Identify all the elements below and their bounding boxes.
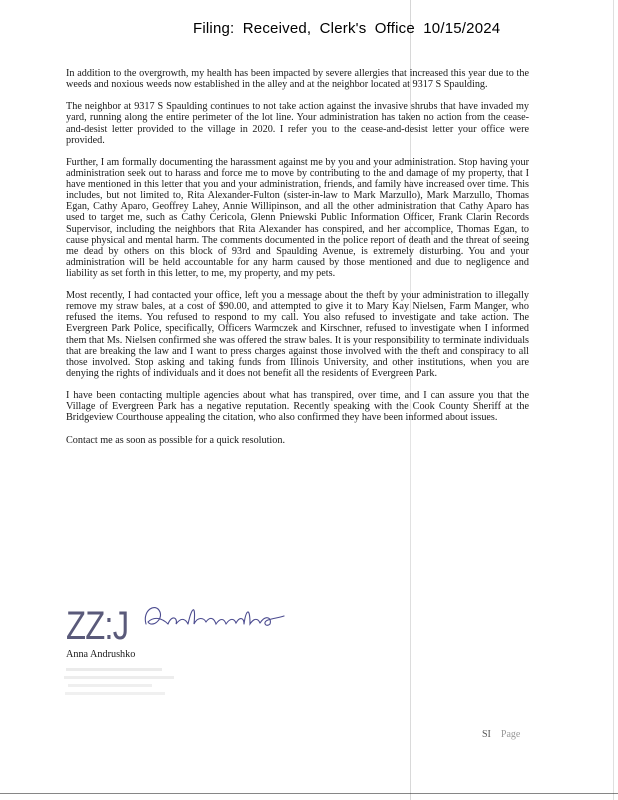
page-label-prefix: SI (482, 729, 491, 740)
closing-line: Contact me as soon as possible for a quick resolution. (66, 434, 285, 446)
page-label-word: Page (500, 729, 521, 740)
signer-name: Anna Andrushko (66, 649, 136, 660)
paragraph-harassment: Further, I am formally documenting the harassment against me by you and your administration. Stop having your administration seek out to harass and force me to move by contributing to the and damage of my property, that I have mentioned in this letter that you and your administration, friends, and family have increased over time. This includes, but not limited to, Rita Alexander-Fulton (sister-in-law to Mark Marzullo), Mark Marzullo, Thomas Egan, Cathy Aparo, Geoffrey Lahey, Annie Willipinson, and all the other administration that Cathy Aparo has used to target me, such as Cathy Cericola, Glenn Pniewski Public Information Officer, Frank Clarin Records Supervisor, including the neighbors that Rita Alexander has conspired, and her accomplice, Thomas Egan, to cause physical and mental harm. The comments documented in the police report of death and the threat of seeing me dead by others on this block of 93rd and Spaulding Avenue, is extremely disturbing. You and your administration will be held accountable for any harm caused by those mentioned and due to negligence and liability as set forth in this letter, to me, my property, and my pets. (66, 156, 529, 279)
paragraph-straw-bales: Most recently, I had contacted your office, left you a message about the theft by your administration to illegally remove my straw bales, at a cost of $90.00, and attempted to give it to Mary Kay Nielsen, Farm Manger, who refused the items. You refused to respond to my call. You also refused to investigate and take action. The Evergreen Park Police, specifically, Officers Warmczek and Kirschner, refused to investigate when I informed them that Ms. Nielsen confirmed she was offered the straw bales. It is your responsibility to terminate individuals that are breaking the law and I want to press charges against those involved with the theft and conspiracy to all those involved. Stop asking and taking funds from Illinois University, and other institutions, when you are denying the rights of individuals and it does not benefit all the residents of Evergreen Park. (66, 290, 529, 379)
paragraph-neighbor-shrubs: The neighbor at 9317 S Spaulding continues to not take action against the invasive shrubs that have invaded my yard, running along the entire perimeter of the lot line. Your administration has taken no action from the cease-and-desist letter provided to the village in 2020. I refer you to the cease-and-desist letter your office were provided. (66, 101, 529, 146)
signature-initials-mark: ZZ:J (66, 604, 129, 648)
scan-edge-line (613, 0, 614, 800)
illegible-scan-text (62, 664, 180, 704)
paragraph-agencies: I have been contacting multiple agencies about what has transpired, over time, and I can assure you that the Village of Evergreen Park has a negative reputation. Recently speaking with the Cook County Sheriff at the Bridgeview Courthouse appealing the citation, who also confirmed they have been informed about issues. (66, 390, 529, 424)
letter-body (66, 68, 529, 446)
handwritten-signature (138, 596, 298, 636)
filing-stamp: Filing: Received, Clerk's Office 10/15/2024 (193, 20, 501, 37)
paragraph-health: In addition to the overgrowth, my health has been impacted by severe allergies that increased this year due to the weeds and noxious weeds now established in the alley and at the neighbor located at 9317 S Spaulding. (66, 68, 529, 91)
page-label (482, 729, 520, 740)
scan-bottom-edge (0, 793, 618, 794)
